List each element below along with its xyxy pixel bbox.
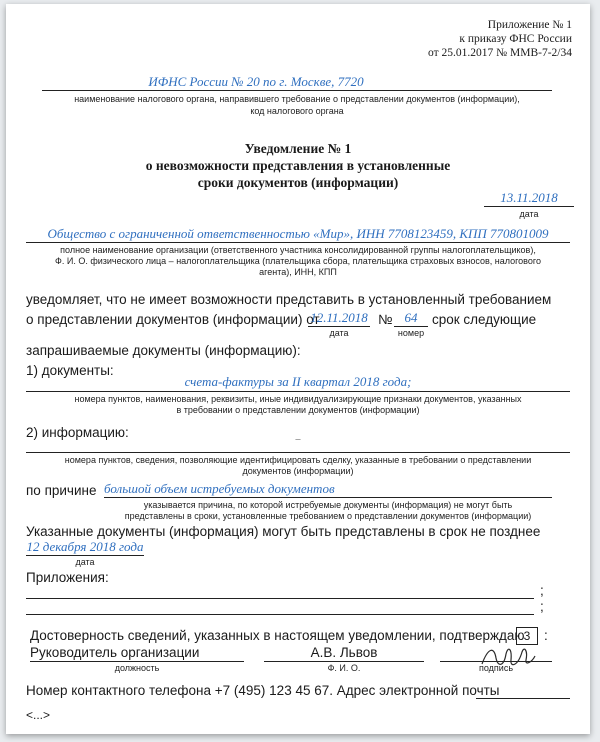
email-line [476,698,570,699]
notice-date-caption: дата [519,209,539,219]
notice-title-3: сроки документов (информации) [197,175,399,190]
signature-caption: подпись [478,663,514,673]
documents-line [26,391,570,392]
documents-caption-1: номера пунктов, наименования, реквизиты, иные индивидуализирующие признаки документов, указанных [74,394,522,404]
tax-authority-caption-2: код налогового органа [250,106,344,116]
notice-title-1: Уведомление № 1 [244,141,352,156]
position-caption: должность [114,663,160,673]
confirmation-colon: : [544,628,548,643]
request-number-line [394,326,428,327]
organization-value: Общество с ограниченной ответственностью «Мир», ИНН 7708123459, КПП 770801009 [47,226,549,241]
information-caption-1: номера пунктов, сведения, позволяющие идентифицировать сделку, указанные в требовании о представлении [64,455,532,465]
deadline-line [26,555,144,556]
request-number-caption: номер [397,328,425,338]
ellipsis-marker: <...> [26,708,51,722]
request-date-value: 12.11.2018 [310,310,368,325]
notice-title-2: о невозможности представления в установленные [145,158,451,173]
request-date-caption: дата [329,328,349,338]
name-line [264,661,424,662]
signatory-name: А.В. Львов [310,645,378,660]
number-sign: № [378,312,393,327]
organization-caption-3: агента), ИНН, КПП [259,267,337,277]
attachment-sep-2: ; [540,599,544,614]
attachments-label: Приложения: [26,570,109,585]
documents-caption-2: в требовании о представлении документов (информации) [176,405,420,415]
contact-text: Номер контактного телефона +7 (495) 123 45 67. Адрес электронной почты [26,683,500,698]
reason-caption-2: представлены в сроки, установленные требованием о представлении документов (информации) [124,511,532,521]
appendix-line-3: от 25.01.2017 № ММВ-7-2/34 [428,47,572,59]
documents-value: счета-фактуры за II квартал 2018 года; [184,374,412,389]
documents-label: 1) документы: [26,363,114,378]
attachment-sep-1: ; [540,583,544,598]
information-value: – [295,434,301,445]
organization-caption-2: Ф. И. О. физического лица – налогоплательщика (плательщика сбора, плательщика страховых взносов, налогового [55,256,541,266]
confirmation-text: Достоверность сведений, указанных в настоящем уведомлении, подтверждаю [30,628,525,643]
tax-authority-caption-1: наименование налогового органа, направившего требование о представлении документов (информации), [74,94,520,104]
confirmation-box: 3 [516,627,538,645]
appendix-line-1: Приложение № 1 [487,19,572,31]
reason-caption-1: указывается причина, по которой истребуемые документы (информация) не могут быть [143,500,513,510]
reason-value: большой объем истребуемых документов [104,481,335,496]
body-line-1: уведомляет, что не имеет возможности представить в установленный требованием [26,292,552,307]
tax-authority-value: ИФНС России № 20 по г. Москве, 7720 [148,74,364,89]
tax-authority-line [42,90,552,91]
information-caption-2: документов (информации) [242,466,354,476]
appendix-header [428,18,572,60]
body-line-3: запрашиваемые документы (информацию): [26,343,301,358]
attachment-line-1 [26,598,534,599]
reason-label: по причине [26,483,97,498]
body-line-2-start: о представлении документов (информации) от [26,312,320,327]
deadline-caption: дата [75,557,95,567]
notice-date-line [484,206,574,207]
organization-line [26,242,570,243]
request-number-value: 64 [404,310,418,325]
appendix-line-2: к приказу ФНС России [459,33,572,45]
body-line-2-end: срок следующие [432,312,537,327]
information-line [26,452,570,453]
deadline-value: 12 декабря 2018 года [26,539,144,554]
signatory-position: Руководитель организации [30,645,200,660]
request-date-line [308,326,370,327]
deadline-text: Указанные документы (информация) могут быть представлены в срок не позднее [26,524,541,539]
attachment-line-2 [26,614,534,615]
organization-caption-1: полное наименование организации (ответственного участника консолидированной группы налогоплательщиков), [60,245,536,255]
information-label: 2) информацию: [26,425,129,440]
name-caption: Ф. И. О. [327,663,361,673]
notice-date-value: 13.11.2018 [500,190,558,205]
position-line [30,661,244,662]
reason-line [104,497,552,498]
notice-document [6,4,590,734]
